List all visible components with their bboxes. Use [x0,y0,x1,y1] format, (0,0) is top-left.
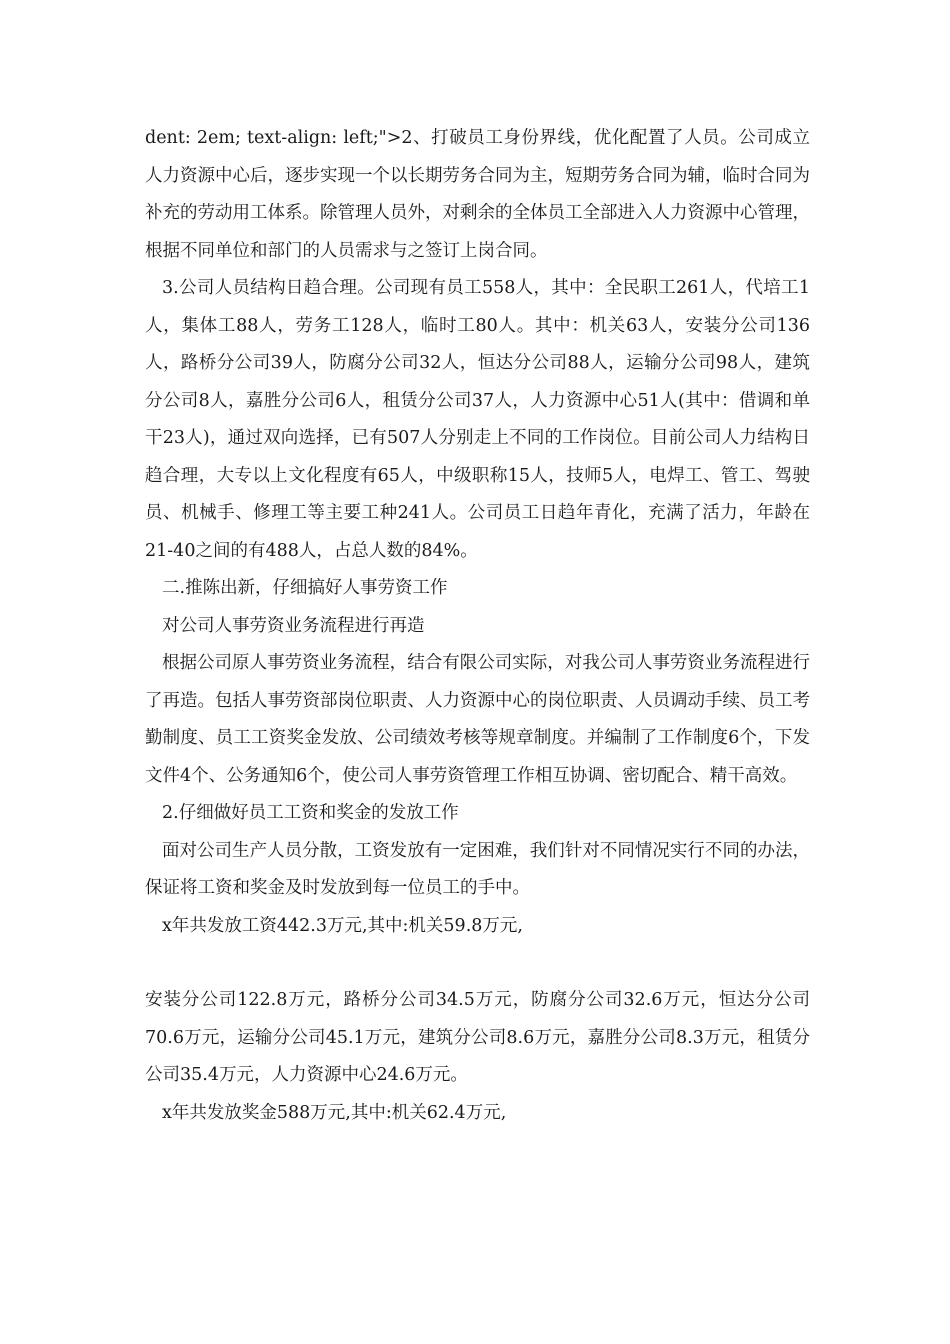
document-page [145,120,810,1132]
paragraph-wage-total: x年共发放工资442.3万元,其中:机关59.8万元, [162,915,523,936]
paragraph-personnel-boundary: dent: 2em; text-align: left;">2、打破员工身份界线，优化配置了人员。公司成立人力资源中心后，逐步实现一个以长期劳务合同为主，短期劳务合同为辅，临时合同为补充的劳动用工体系。除管理人员外，对剩余的全体员工全部进入人力资源中心管理，根据不同单位和部门的人员需求与之签订上岗合同。 [145,128,810,261]
blank-line [145,945,810,982]
subheading-process-reengineering: 对公司人事劳资业务流程进行再造 [162,615,425,636]
paragraph-wage-breakdown: 安装分公司122.8万元，路桥分公司34.5万元，防腐分公司32.6万元，恒达分公司70.6万元，运输分公司45.1万元，建筑分公司8.6万元，嘉胜分公司8.3万元，租赁分公司35.4万元，人力资源中心24.6万元。 [145,990,810,1085]
paragraph-bonus-total: x年共发放奖金588万元,其中:机关62.4万元, [162,1102,507,1123]
paragraph-process-reengineering: 根据公司原人事劳资业务流程，结合有限公司实际，对我公司人事劳资业务流程进行了再造。包括人事劳资部岗位职责、人力资源中心的岗位职责、人员调动手续、员工考勤制度、员工工资奖金发放、公司绩效考核等规章制度。并编制了工作制度6个，下发文件4个、公务通知6个，使公司人事劳资管理工作相互协调、密切配合、精干高效。 [145,653,810,786]
paragraph-wage-distribution: 面对公司生产人员分散，工资发放有一定困难，我们针对不同情况实行不同的办法，保证将工资和奖金及时发放到每一位员工的手中。 [145,840,810,898]
section-heading-personnel-work: 二.推陈出新，仔细搞好人事劳资工作 [162,578,448,598]
paragraph-staff-structure: 3.公司人员结构日趋合理。公司现有员工558人，其中：全民职工261人，代培工1人，集体工88人，劳务工128人，临时工80人。其中：机关63人，安装分公司136人，路桥分公司39人，防腐分公司32人，恒达分公司88人，运输分公司98人，建筑分公司8人，嘉胜分公司6人，租赁分公司37人，人力资源中心51人(其中：借调和单干23人)，通过双向选择，已有507人分别走上不同的工作岗位。目前公司人力结构日趋合理，大专以上文化程度有65人，中级职称15人，技师5人，电焊工、管工、驾驶员、机械手、修理工等主要工种241人。公司员工日趋年青化，充满了活力，年龄在21-40之间的有488人，占总人数的84%。 [145,278,810,561]
subheading-wage-bonus: 2.仔细做好员工工资和奖金的发放工作 [162,803,459,823]
